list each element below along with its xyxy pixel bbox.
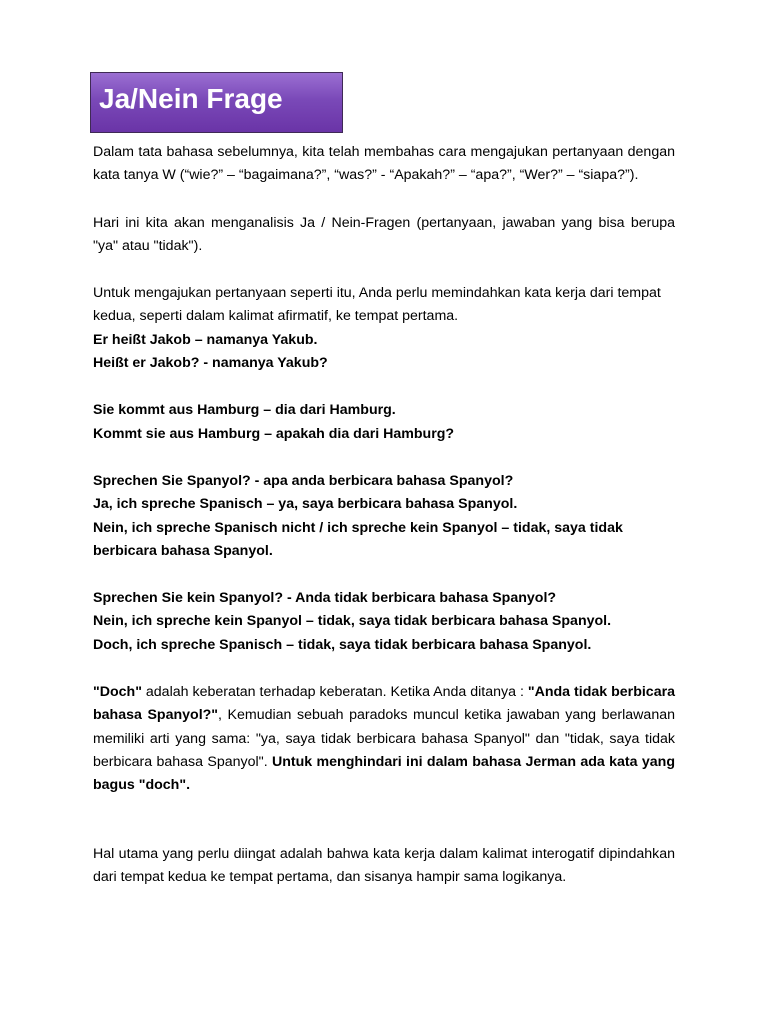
paragraph-text: , Kemudian sebuah paradoks muncul ketika jawaban yang berlawanan memiliki arti yang sama: "ya, saya tidak berbicara bahasa Spanyol" dan "tidak, saya tidak berbicara bahasa Spanyol".: [93, 707, 675, 770]
example-line: Sprechen Sie Spanyol? - apa anda berbicara bahasa Spanyol?: [93, 472, 514, 489]
example-line: Heißt er Jakob? - namanya Yakub?: [93, 355, 328, 372]
paragraph-text: adalah keberatan terhadap keberatan. Ketika Anda ditanya :: [141, 684, 528, 701]
example-line: Nein, ich spreche kein Spanyol – tidak, saya tidak berbicara bahasa Spanyol.: [93, 613, 612, 630]
paragraph-summary: Hal utama yang perlu diingat adalah bahwa kata kerja dalam kalimat interogatif dipindahkan dari tempat kedua ke tempat pertama, dan sisanya hampir sama logikanya.: [93, 845, 675, 885]
example-line: Doch, ich spreche Spanisch – tidak, saya tidak berbicara bahasa Spanyol.: [93, 636, 592, 653]
example-line: Sie kommt aus Hamburg – dia dari Hamburg.: [93, 402, 396, 419]
title-box: [90, 72, 343, 133]
paragraph-today: Hari ini kita akan menganalisis Ja / Nein-Fragen (pertanyaan, jawaban yang bisa berupa "ya" atau "tidak").: [93, 214, 675, 254]
paragraph-doch: [93, 681, 675, 797]
example-line: Nein, ich spreche Spanisch nicht / ich spreche kein Spanyol – tidak, saya tidak berbicara bahasa Spanyol.: [93, 519, 623, 559]
paragraph-verb-move: [93, 282, 675, 375]
page-title: Ja/Nein Frage: [99, 83, 283, 114]
bold-text: "Anda tidak berbicara bahasa Spanyol?": [93, 684, 675, 724]
example-line: Ja, ich spreche Spanisch – ya, saya berbicara bahasa Spanyol.: [93, 496, 518, 513]
document-body: [93, 141, 675, 913]
example-block-hamburg: [93, 399, 675, 446]
example-block-kein: [93, 587, 675, 657]
example-line: Sprechen Sie kein Spanyol? - Anda tidak berbicara bahasa Spanyol?: [93, 590, 557, 607]
bold-text: "Doch": [93, 684, 142, 701]
example-line: Er heißt Jakob – namanya Yakub.: [93, 331, 318, 348]
example-line: Kommt sie aus Hamburg – apakah dia dari Hamburg?: [93, 425, 455, 442]
paragraph-intro: Dalam tata bahasa sebelumnya, kita telah membahas cara mengajukan pertanyaan dengan kata tanya W (“wie?” – “bagaimana?”, “was?” - “Apakah?” – “apa?”, “Wer?” – “siapa?”).: [93, 144, 675, 184]
bold-text: Untuk menghindari ini dalam bahasa Jerman ada kata yang bagus "doch".: [93, 753, 675, 794]
paragraph-text: Untuk mengajukan pertanyaan seperti itu, Anda perlu memindahkan kata kerja dari tempat kedua, seperti dalam kalimat afirmatif, ke tempat pertama.: [93, 285, 661, 325]
example-block-spanish: [93, 470, 675, 563]
